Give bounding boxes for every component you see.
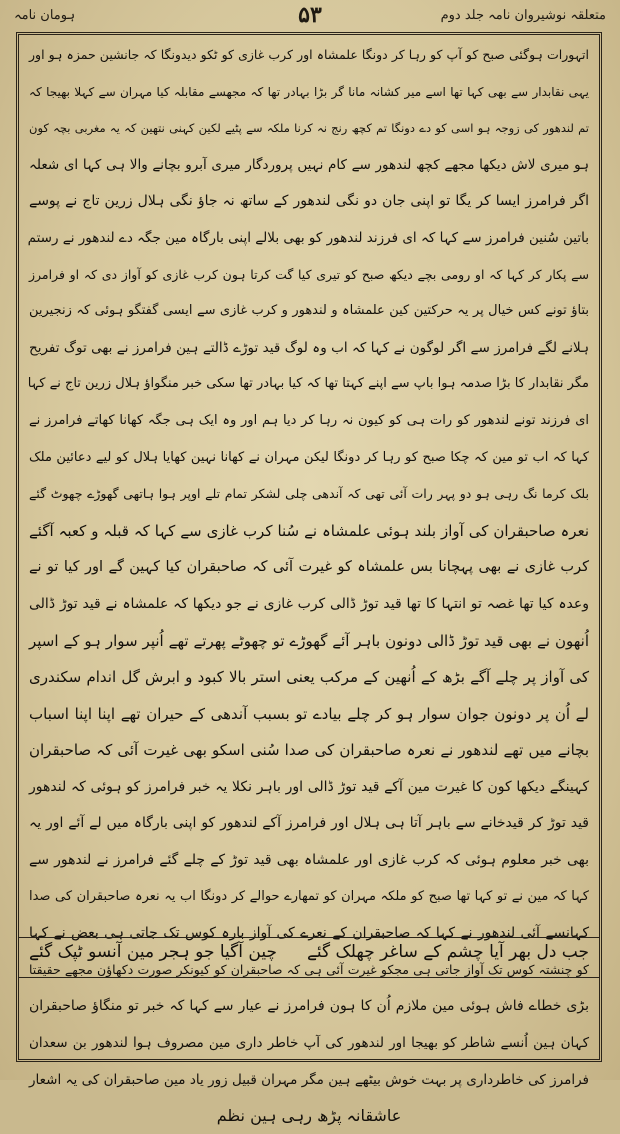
text-line: ای فرزند تونے لندھور کو رات ہی کو کیون نہ رہا کر دیا ہم اور وہ ایک ہی جگہ کھانا کھاتے فرامرز نے	[29, 412, 589, 428]
verse-hemistich-right: جب دل بھر آیا چشم کے ساغر چھلک گئے	[306, 942, 589, 962]
text-line: فرامرز کی خاطرداری پر بہت خوش بیٹھے ہین مگر مہران قبیل زور یاد مین صاحبقران کی یہ اشعار	[29, 1071, 589, 1088]
text-line: بلک کرما نگ رہی ہو دو پہر رات آئی تھی کہ آندھی چلی لشکر تمام تلے اوپر ہوا ہاتھی گھوڑے چھوٹ گئے	[29, 486, 589, 502]
verse-top-rule	[19, 937, 599, 938]
text-line: باتین سُنین فرامرز سے کہا کہ ای فرزند لندھور کو بھی بلالے اپنی بارگاہ مین جگہ دے لندھور نے رستم	[27, 229, 589, 246]
running-title-right: متعلقہ نوشیروان نامہ جلد دوم	[440, 8, 606, 23]
text-frame	[16, 32, 602, 1126]
running-title-left: ہومان نامہ	[14, 8, 76, 23]
text-line: نعرہ صاحبقران کی آواز بلند ہوئی علمشاہ نے سُنا کرب غازی سے کہا کہ قبلہ و کعبہ آگئے	[29, 521, 589, 540]
text-line: سے پکار کر کہا کہ او رومی بچے دیکھ صبح کو تیری کیا گت کرتا ہون کرب غازی کو آواز دی کہ او فرامرز	[29, 266, 589, 282]
text-line: لے اُن پر دونون جوان سوار ہو کر چلے بیادے تو بسبب آندھی کے حیران تھے اپنا اپنا اسباب	[29, 704, 589, 723]
text-line: کو چنشتہ کوس تک آواز جاتی ہی مجکو غیرت آئی ہی کہ صاحبقران کو کیونکر صورت دکھاؤن مجھے حقیقتا	[29, 961, 589, 977]
text-line: قید توڑ کر قیدخانے سے باہر آتا ہی ہلال اور فرامرز آکے لندھور کو اپنی بارگاہ میں لے آئے اور یہ	[29, 815, 589, 832]
text-line: کہینگے دیکھا کون کا غیرت مین آکے قید توڑ ڈالی اور باہر نکلا یہ خبر فرامرز کو ہوئی کہ لندھور	[29, 778, 589, 795]
text-line: کہان ہین اُنسے شاطر کو بھیجا اور لندھور کی آپ خاطر داری مین مصروف ہوا لندھور بن سعدان	[29, 1035, 589, 1052]
text-line: کہا کہ مین نے تو کہا تھا صبح کو ملکہ مہران کو تمھارے حوالے کر دونگا اب یہ نعرہ صاحبقران کی صدا	[29, 888, 589, 904]
text-line: اُنھون نے بھی قید توڑ ڈالی دونون باہر آئے گھوڑے تو چھوٹے پھرتے تھے اُنپر سوار ہو کے اسپر	[29, 631, 589, 650]
text-line: بڑی خطاے فاش ہوئی مین ملازم اُن کا ہون فرامرز نے عیار سے کہا کہ خبر تو منگاؤ صاحبقران	[29, 998, 589, 1015]
verse-hemistich-left: چین آگیا جو ہجر مین آنسو ٹپک گئے	[29, 942, 277, 962]
verse-bottom-rule	[19, 977, 599, 978]
text-line: کی آواز پر چلے آگے بڑھ کے اُنھین کے مرکب یعنی استر بالا کبود و ابرش گل اندام سکندری	[29, 668, 589, 687]
text-line: اتہورات ہوگئی صبح کو آپ کو رہا کر دونگا علمشاہ اور کرب غازی کو ٹکو دیدونگا کہ جانشین حمزہ ہو اور	[29, 47, 589, 62]
text-line: بتاؤ تونے کس خیال پر یہ حرکتین کین علمشاہ و لندھور و کرب غازی سے ایسی گفتگو ہوئی کہ زنجیرین	[29, 303, 589, 319]
text-line: کہانسے آئی لندھور نے کہا کہ صاحبقران کے نعرے کی آواز بارہ کوس تک جاتی ہی بعض نے کہا	[29, 925, 589, 942]
text-line: کہا کہ اب تو مین کہ چکا صبح کو رہا کر دونگا لیکن مہران نے کھانا نہین کھایا ہلال کو لیے دعائین ملک	[29, 449, 589, 465]
text-line: ہلانے لگے فرامرز سے اگر لوگون نے کہا کہ اب وہ لوگ قید توڑے ڈالتے ہین فرامرز نے بھی توگ تفریح	[29, 339, 589, 356]
text-line: تم لندھور کی زوجہ ہو اسی کو دے دونگا تم کچھ رنج نہ کرنا ملکہ سے پٹیے لکین کہنی نتھین کہ یہ مغربی بچہ کون	[29, 121, 589, 136]
verse-heading: عاشقانہ پڑھ رہی ہین نظم	[216, 1106, 402, 1126]
text-line: بچانے میں تھے لندھور نے نعرہ صاحبقران کی صدا سُنی اسکو بھی غیرت آئی کہ صاحبقران	[29, 741, 589, 760]
text-line: ہو میری لاش دیکھا مجھے کچھ لندھور سے کام نہیں پروردگار میری آبرو بچانے والا ہی کہا ای شعلہ	[29, 156, 589, 173]
page-header	[14, 4, 606, 30]
text-line: یہی نقابدار سے بھی کہا تھا اسے میر کشانہ مانا گر بڑا بہادر تھا کہ مجھسے مقابلہ کیا مہران سے کہلا بھیجا کہ	[29, 84, 589, 99]
text-line: وعدہ کیا تھا غصہ تو انتہا کا تھا قید توڑ ڈالی کرب غازی نے جو دیکھا کہ علمشاہ نے قید توڑ ڈالی	[29, 595, 589, 612]
verse-couplet	[29, 941, 589, 975]
text-line: کرب غازی نے بھی پہچانا بس علمشاہ کو غیرت آئی کہ صاحبقران کیا کہین گے اور کیا تو نے	[29, 559, 589, 576]
text-line: مگر نقابدار کا بڑا صدمہ ہوا باپ سے اپنے کہتا تھا کہ کیا بہادر تھا سکی خبر منگواؤ ہلال زرین تاج نے کہا	[27, 376, 589, 392]
text-line: اگر فرامرز ایسا کر یگا تو اپنی جان دو نگی لندھور کے ساتھ نہ جاؤ نگی ہلال زرین تاج نے پوسے	[29, 193, 589, 210]
page-number: ۵۳	[298, 2, 322, 28]
text-line: بھی خبر معلوم ہوئی کہ کرب غازی اور علمشاہ بھی قید توڑ کے چلے گئے فرامرز نے لندھور سے	[29, 852, 589, 869]
